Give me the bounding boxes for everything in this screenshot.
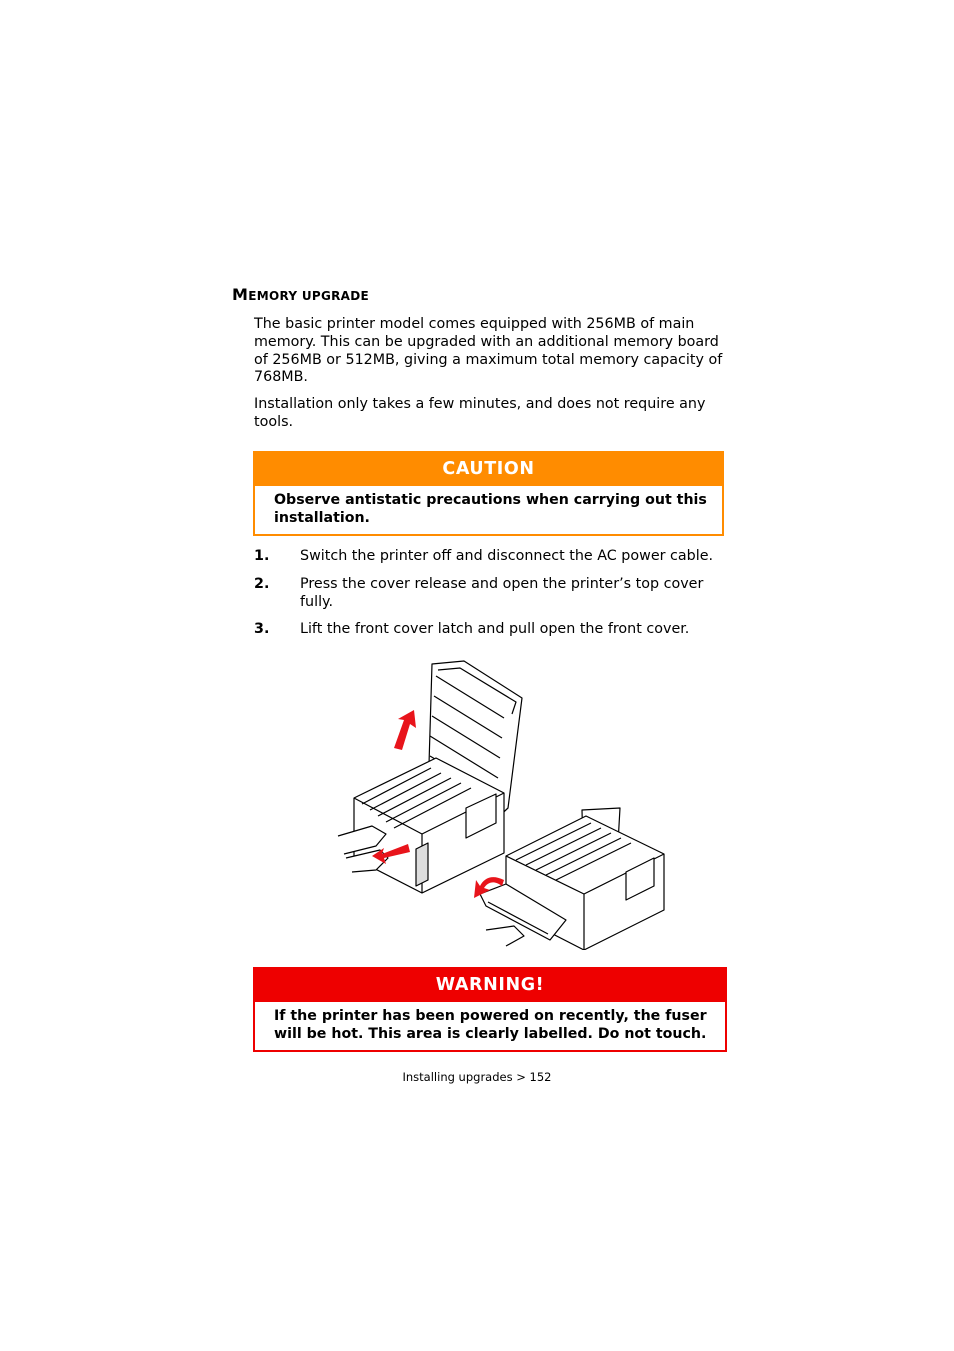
step-text: Lift the front cover latch and pull open the front cover. — [300, 621, 690, 637]
section-heading: MEMORY UPGRADE — [232, 285, 369, 304]
warning-title: WARNING! — [255, 969, 725, 1002]
caution-box — [253, 451, 724, 536]
step-number: 2. — [254, 576, 270, 592]
printer-illustration — [336, 658, 668, 950]
install-time-paragraph: Installation only takes a few minutes, and does not require any tools. — [254, 396, 706, 430]
step-number: 3. — [254, 621, 270, 637]
caution-text: Observe antistatic precautions when carrying out this installation. — [274, 492, 707, 526]
step-number: 1. — [254, 548, 270, 564]
warning-text: If the printer has been powered on recently, the fuser will be hot. This area is clearly labelled. Do not touch. — [274, 1008, 707, 1042]
warning-box — [253, 967, 727, 1052]
step-text: Press the cover release and open the printer’s top cover fully. — [300, 576, 704, 610]
caution-title: CAUTION — [255, 453, 722, 486]
intro-paragraph: The basic printer model comes equipped with 256MB of main memory. This can be upgraded with an additional memory board of 256MB or 512MB, giving a maximum total memory capacity of 768MB. — [254, 316, 723, 386]
step-text: Switch the printer off and disconnect the AC power cable. — [300, 548, 714, 564]
page-footer: Installing upgrades > 152 — [402, 1070, 552, 1084]
